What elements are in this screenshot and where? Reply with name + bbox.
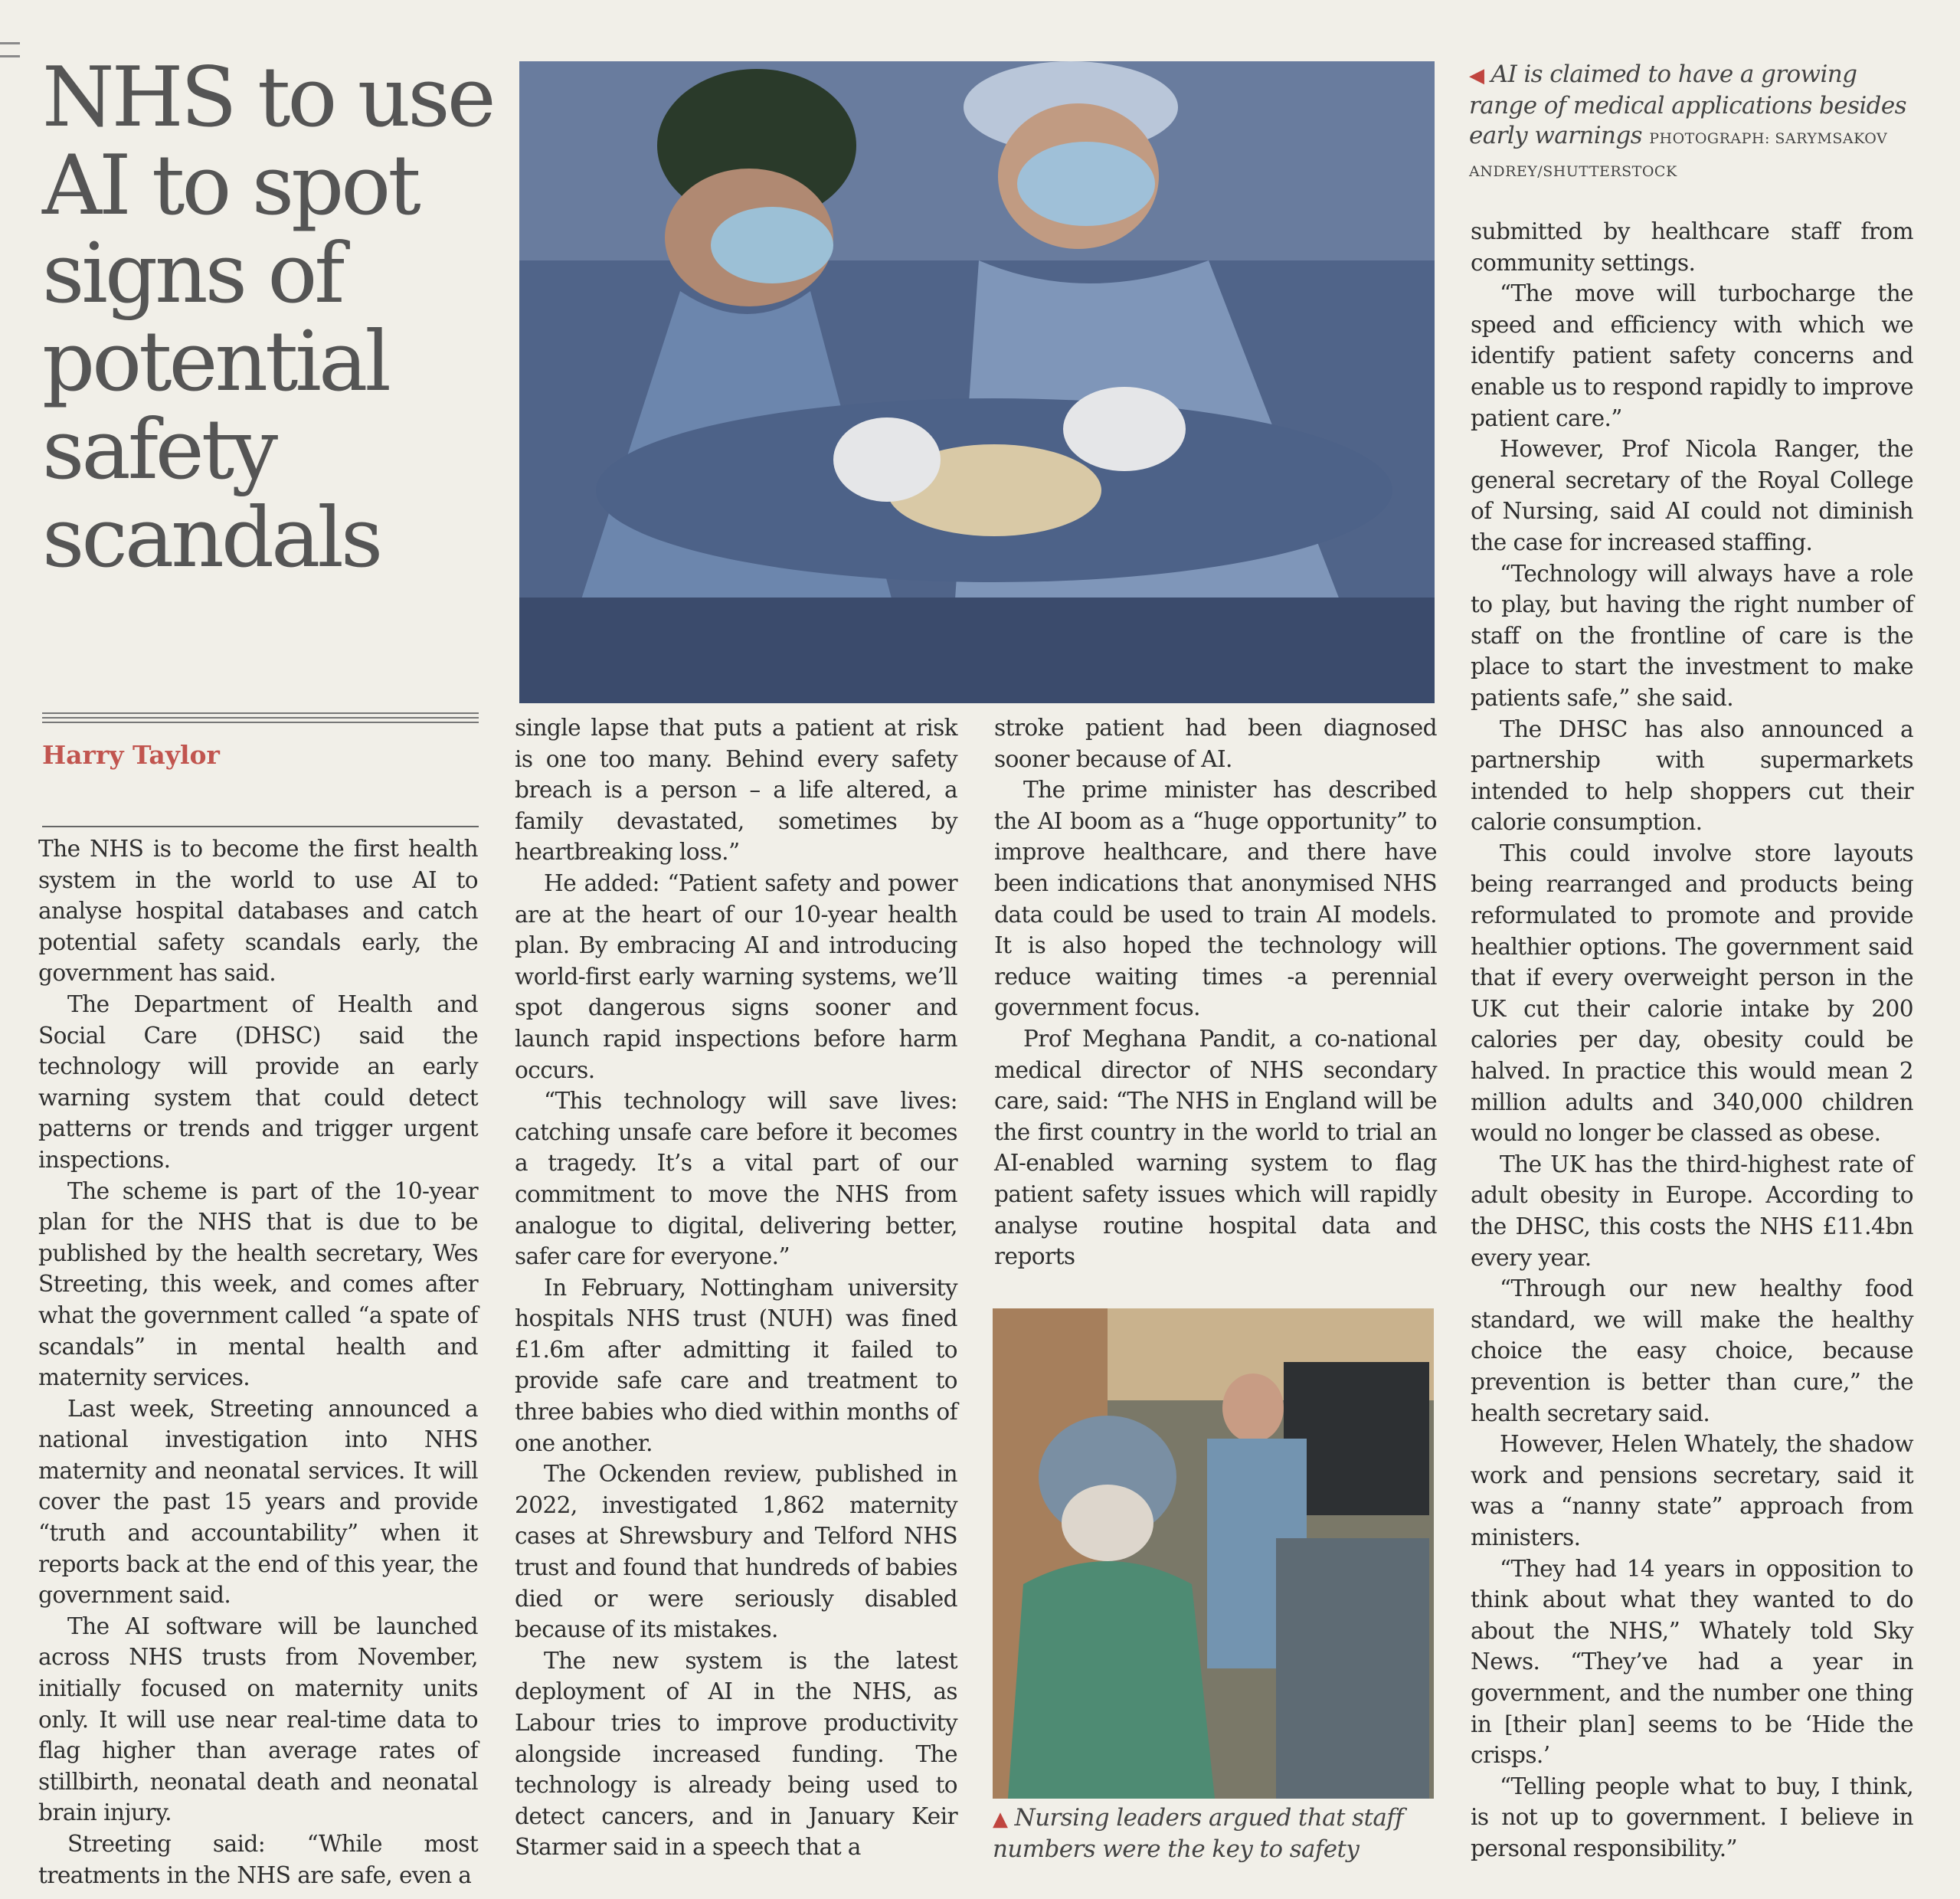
paragraph: However, Helen Whately, the shadow work and pensions secretary, said it was a “nanny state” approach from ministers. (1471, 1431, 1913, 1550)
article-column-4 (1471, 216, 1913, 1864)
headline-rules (42, 712, 479, 728)
article-column-3 (994, 712, 1437, 1272)
paragraph: Prof Meghana Pandit, a co-national medical director of NHS secondary care, said: “The NHS in England will be the first country in the world to trial an AI-enabled warning system to flag patient safety issues which will rapidly analyse routine hospital data and reports (994, 1025, 1437, 1270)
paragraph: Last week, Streeting announced a national investigation into NHS maternity and neonatal services. It will cover the past 15 years and provide “truth and accountability” when it reports back at the end of this year, the government said. (38, 1395, 478, 1609)
top-photo-credit: PHOTOGRAPH: SARYMSAKOV ANDREY/SHUTTERSTOCK (1469, 130, 1888, 180)
paragraph: The DHSC has also announced a partnership with supermarkets intended to help shoppers cut their calorie consumption. (1471, 715, 1913, 836)
paragraph: This could involve store layouts being rearranged and products being reformulated to promote and provide healthier options. The government said that if every overweight person in the UK cut their calorie intake by 200 calories per day, obesity could be halved. In practice this would mean 2 million adults and 340,000 children would no longer be classed as obese. (1471, 840, 1913, 1147)
caption-arrow-left-icon: ◀ (1469, 64, 1484, 87)
byline-rule (42, 826, 479, 827)
article-column-1 (38, 833, 478, 1891)
paragraph: “Through our new healthy food standard, we will make the healthy choice the easy choice, because prevention is better than cure,” the health secretary said. (1471, 1275, 1913, 1426)
caption-arrow-up-icon: ▲ (993, 1808, 1008, 1831)
paragraph: The new system is the latest deployment of AI in the NHS, as Labour tries to improve productivity alongside increased funding. The technology is already being used to detect cancers, and in January Keir Starmer said in a speech that a (515, 1647, 957, 1861)
article-column-2 (515, 712, 957, 1863)
bottom-photo-caption-text: Nursing leaders argued that staff numbers were the key to safety (993, 1804, 1403, 1863)
ward-photo-illustration (993, 1308, 1434, 1799)
paragraph: single lapse that puts a patient at risk is one too many. Behind every safety breach is a person – a life altered, a family devastated, sometimes by heartbreaking loss.” (515, 715, 957, 866)
paragraph: However, Prof Nicola Ranger, the general secretary of the Royal College of Nursing, said AI could not diminish the case for increased staffing. (1471, 436, 1913, 555)
paragraph: In February, Nottingham university hospitals NHS trust (NUH) was fined £1.6m after admitting it failed to provide safe care and treatment to three babies who died within months of one another. (515, 1274, 957, 1456)
paragraph: “Telling people what to buy, I think, is not up to government. I believe in personal responsibility.” (1471, 1773, 1913, 1861)
paragraph: The Ockenden review, published in 2022, investigated 1,862 maternity cases at Shrewsbury and Telford NHS trust and found that hundreds of babies died or were seriously disabled because of its mistakes. (515, 1461, 957, 1643)
paragraph: He added: “Patient safety and power are at the heart of our 10-year health plan. By embracing AI and introducing world-first early warning systems, we’ll spot dangerous signs sooner and launch rapid inspections before harm occurs. (515, 869, 957, 1083)
paragraph: stroke patient had been diagnosed sooner because of AI. (994, 715, 1437, 772)
bottom-photo-caption (993, 1803, 1445, 1865)
paragraph: The AI software will be launched across NHS trusts from November, initially focused on maternity units only. It will use near real-time data to flag higher than average rates of stillbirth, neonatal death and neonatal brain injury. (38, 1613, 478, 1826)
surgery-photo-illustration (519, 61, 1435, 703)
paragraph: submitted by healthcare staff from community settings. (1471, 218, 1913, 276)
ward-photo (993, 1308, 1434, 1799)
paragraph: “The move will turbocharge the speed and efficiency with which we identify patient safety concerns and enable us to respond rapidly to improve patient care.” (1471, 280, 1913, 431)
headline: NHS to use AI to spot signs of potential safety scandals (42, 50, 493, 586)
paragraph: Streeting said: “While most treatments in the NHS are safe, even a (38, 1831, 478, 1888)
top-photo-caption (1469, 60, 1921, 187)
paragraph: The prime minister has described the AI boom as a “huge opportunity” to improve healthcare, and there have been indications that anonymised NHS data could be used to train AI models. It is also hoped the technology will reduce waiting times -a perennial government focus. (994, 777, 1437, 1021)
paragraph: The Department of Health and Social Care (DHSC) said the technology will provide an early warning system that could detect patterns or trends and trigger urgent inspections. (38, 990, 478, 1173)
top-photo-caption-text: AI is claimed to have a growing range of medical applications besides early warnings (1469, 61, 1906, 149)
surgery-photo (519, 61, 1435, 703)
paragraph: “Technology will always have a role to play, but having the right number of staff on the frontline of care is the place to start the investment to make patients safe,” she said. (1471, 560, 1913, 711)
paragraph: “This technology will save lives: catching unsafe care before it becomes a tragedy. It’s a vital part of our commitment to move the NHS from analogue to digital, delivering better, safer care for everyone.” (515, 1088, 957, 1270)
byline: Harry Taylor (42, 740, 220, 770)
paragraph: “They had 14 years in opposition to think about what they wanted to do about the NHS,” Whately told Sky News. “They’ve had a year in government, and the number one thing in [their plan] seems to be ‘Hide the crisps.’ (1471, 1555, 1913, 1769)
paragraph: The UK has the third-highest rate of adult obesity in Europe. According to the DHSC, this costs the NHS £11.4bn every year. (1471, 1151, 1913, 1271)
edge-rule (0, 42, 20, 57)
paragraph: The NHS is to become the first health system in the world to use AI to analyse hospital databases and catch potential safety scandals early, the government has said. (38, 836, 478, 987)
paragraph: The scheme is part of the 10-year plan for the NHS that is due to be published by the health secretary, Wes Streeting, this week, and comes after what the government called “a spate of scandals” in mental health and maternity services. (38, 1177, 478, 1391)
